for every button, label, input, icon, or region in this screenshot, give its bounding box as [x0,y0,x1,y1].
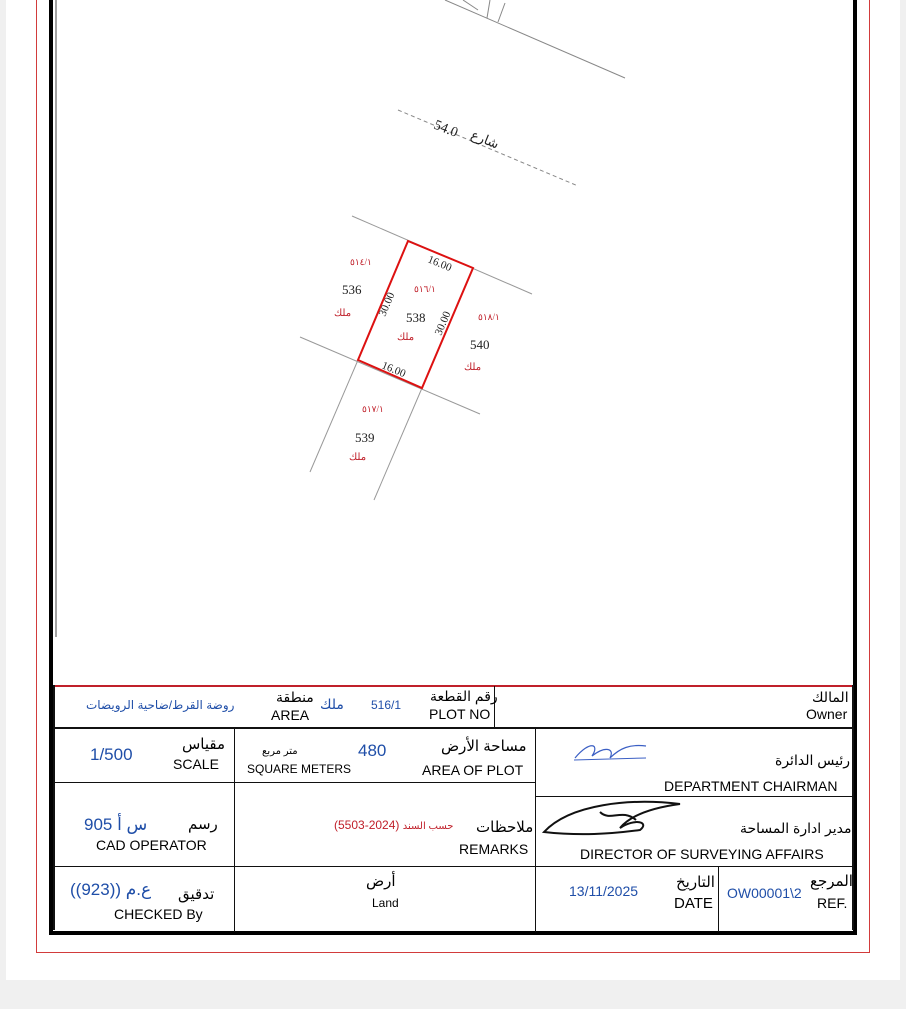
table-row-line [53,727,853,729]
remarks-value: (5503-2024) حسب السند [334,818,454,832]
dept-chairman-label-en: DEPARTMENT CHAIRMAN [664,778,838,794]
area-value: روضة القرط/ضاحية الرويضات [86,698,235,712]
date-value: 13/11/2025 [569,883,639,899]
street-edge-line [445,0,625,78]
dept-chairman-label-ar: رئيس الدائرة [775,752,850,768]
street-width-label: 54.0 [431,117,460,141]
dim-right: 30.00 [432,309,454,338]
dim-left: 30.00 [376,290,398,319]
plot-539-number: 539 [355,430,375,445]
area-of-plot-value: 480 [358,741,387,760]
cad-operator-label-ar: رسم [188,816,218,833]
plot-539-type: ملك [349,452,367,463]
plot-536-number: 536 [342,282,362,297]
scale-value: 1/500 [90,745,133,764]
remarks-label-ar: ملاحظات [476,819,534,836]
plot-no-label-ar: رقم القطعة [430,688,498,704]
table-row-line [535,796,853,797]
plot-no-label-en: PLOT NO [429,706,491,722]
dim-top: 16.00 [425,253,454,275]
date-label-en: DATE [674,895,713,912]
area-label-en: AREA [271,707,310,723]
plot-538-type: ملك [397,332,415,343]
director-signature [540,798,690,838]
street-line [498,3,505,22]
owner-label-en: Owner [806,706,848,722]
area-label-ar: منطقة [276,689,314,705]
checked-by-value: ع.م ((923)) [70,880,152,899]
reference-label-ar: المرجع [810,873,853,890]
chairman-signature [570,736,650,764]
table-col-line [718,866,719,932]
street-name-label: شارع [468,126,502,152]
plot-540-code: ٥١٨/١ [478,312,500,322]
remarks-label-en: REMARKS [459,841,529,857]
plot-539-code: ٥١٧/١ [362,404,384,414]
land-label-ar: أرض [366,873,396,890]
table-col-line [535,728,536,932]
plot-540-number: 540 [470,337,490,352]
plot-type-value: ملك [320,696,344,712]
plot-536-code: ٥١٤/١ [350,257,372,267]
scale-label-ar: مقياس [182,736,226,753]
table-left-line [53,685,55,930]
plot-538-code: ٥١٦/١ [414,284,436,294]
checked-by-label-ar: تدقيق [178,886,215,903]
area-of-plot-label-en: AREA OF PLOT [422,762,524,778]
dim-bottom: 16.00 [379,359,408,381]
director-label-ar: مدير ادارة المساحة [740,820,852,836]
land-label-en: Land [372,896,399,910]
table-col-line [234,728,235,932]
area-unit-en: SQUARE METERS [247,762,352,776]
plot-no-value: 516/1 [371,698,402,712]
date-label-ar: التاريخ [676,874,715,891]
plot-boundary-line [300,337,480,414]
cad-operator-label-en: CAD OPERATOR [96,837,207,853]
table-right-line [852,685,854,930]
scale-label-en: SCALE [173,756,219,772]
checked-by-label-en: CHECKED By [114,906,203,922]
director-label-en: DIRECTOR OF SURVEYING AFFAIRS [580,846,824,862]
plot-538-number: 538 [406,310,426,325]
reference-value: OW00001\2 [727,885,802,901]
cad-operator-value: 905 س أ [84,815,148,834]
table-row-line [53,866,853,867]
plot-540-type: ملك [464,362,482,373]
owner-label-ar: المالك [812,689,849,705]
table-row-line [53,782,535,783]
area-of-plot-label-ar: مساحة الأرض [441,738,527,755]
street-line [487,0,490,18]
table-top-red-line [53,685,853,687]
plot-536-type: ملك [334,308,352,319]
reference-label-en: REF. [817,895,848,911]
area-unit-ar: متر مربع [262,746,298,757]
